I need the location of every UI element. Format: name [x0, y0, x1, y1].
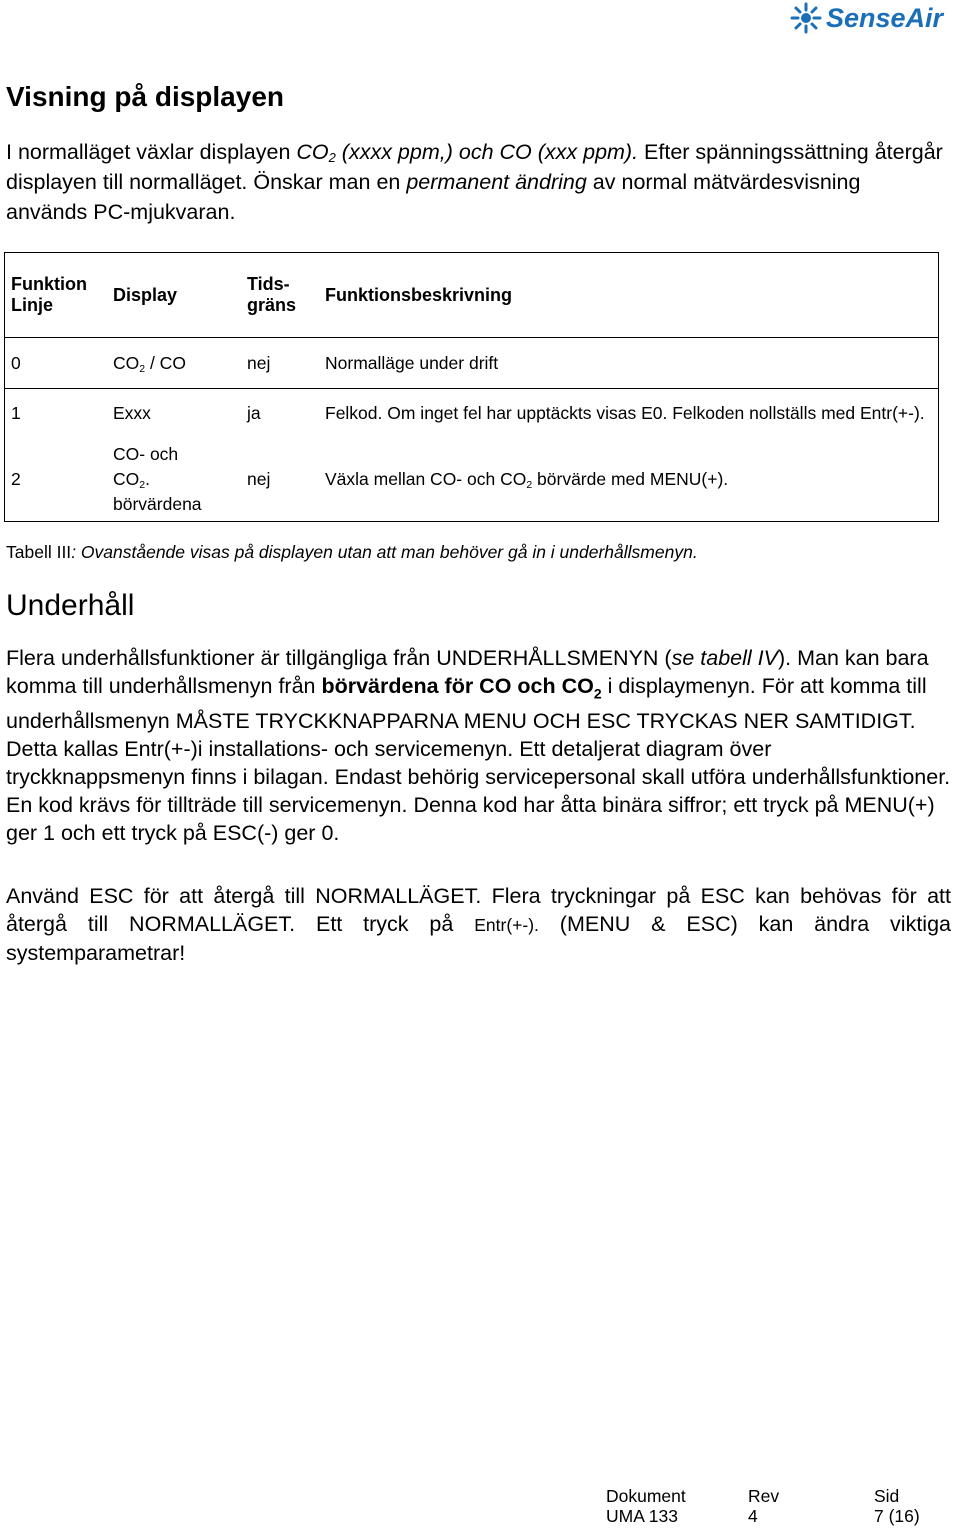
para1-c: ). Man kan bara komma till underhållsmenyn från — [6, 646, 929, 698]
intro-co2-sub: 2 — [328, 150, 336, 165]
header-grans: gräns — [247, 295, 297, 315]
logo-text: SenseAir — [826, 3, 944, 33]
header-funktionsbeskrivning: Funktionsbeskrivning — [325, 284, 513, 305]
cell-display-sub: 2 — [139, 478, 146, 491]
cell-linje: 0 — [5, 338, 108, 389]
footer-dokument-value: UMA 133 — [606, 1506, 678, 1526]
cell-tidsgrans: nej — [247, 468, 271, 489]
cell-beskrivning-a: Växla mellan CO- och CO — [325, 468, 527, 489]
footer-sid-label: Sid — [874, 1486, 900, 1506]
para2-entr: Entr(+-). — [474, 915, 539, 935]
table-caption — [6, 540, 698, 564]
cell-beskrivning — [319, 437, 939, 522]
cell-display — [107, 338, 241, 389]
caption-text: : Ovanstående visas på displayen utan att man behöver gå in i underhållsmenyn. — [71, 542, 698, 562]
para1-e: i displaymenyn. För att komma till underhållsmenyn MÅSTE TRYCKKNAPPARNA MENU OCH ESC TRYCKAS NER SAMTIDIGT. Detta kallas Entr(+-)i installations- och servicemenyn. Ett detaljerat diagram över tryckknappsmenyn finns i bilagan. Endast behörig servicepersonal skall utföra underhållsfunktioner. En kod krävs för tillträde till servicemenyn. Denna kod har åtta binära siffror; ett tryck på MENU(+) ger 1 och ett tryck på ESC(-) ger 0. — [6, 674, 951, 846]
cell-display-co2: CO — [113, 352, 140, 373]
footer-rev — [748, 1486, 779, 1526]
cell-beskrivning-sub: 2 — [526, 478, 533, 491]
footer-sid — [874, 1486, 920, 1526]
header-funktion-linje — [5, 253, 108, 338]
caption-label: Tabell III — [6, 542, 72, 562]
header-display: Display — [113, 284, 178, 305]
cell-display-sub: 2 — [139, 362, 146, 375]
intro-italic — [296, 140, 638, 164]
para2-a: Använd ESC för att återgå till NORMALLÄGET. Flera tryckningar på ESC kan behövas för att återgå till NORMALLÄGET. Ett tryck på — [6, 884, 951, 936]
cell-tidsgrans: nej — [241, 338, 319, 389]
cell-beskrivning: Felkod. Om inget fel har upptäckts visas E0. Felkoden nollställs med Entr(+-). — [325, 403, 925, 423]
cell-beskrivning-b: börvärde med MENU(+). — [532, 468, 729, 489]
cell-display-dot: . — [145, 468, 150, 489]
para1-table-ref: se tabell IV — [671, 646, 778, 670]
para1-bold-text: börvärdena för CO och CO — [321, 674, 594, 698]
header-funktion: Funktion — [11, 274, 87, 294]
footer-rev-value: 4 — [748, 1506, 758, 1526]
header-tids: Tids- — [247, 274, 290, 294]
cell-display: Exxx — [113, 402, 151, 423]
cell-beskrivning: Normalläge under drift — [319, 338, 939, 389]
cell-linje: 1 — [11, 402, 21, 423]
footer-dokument-label: Dokument — [606, 1486, 686, 1506]
senseair-logo — [790, 0, 958, 36]
intro-text: I normalläget växlar displayen — [6, 140, 297, 164]
intro-text-3: av normal mätvärdesvisning används PC-mjukvaran. — [6, 170, 861, 224]
senseair-logo-graphic — [790, 0, 958, 36]
section-title: Underhåll — [6, 589, 135, 622]
intro-ppm: (xxxx ppm,) och CO (xxx ppm). — [335, 140, 639, 164]
page-title: Visning på displayen — [6, 81, 285, 112]
sun-icon — [792, 4, 820, 32]
intro-paragraph — [6, 137, 946, 227]
table-row — [5, 437, 939, 522]
para1-bold — [321, 674, 602, 702]
para1-bold-sub: 2 — [593, 685, 602, 702]
intro-co2: CO — [296, 140, 329, 164]
footer-rev-label: Rev — [748, 1486, 780, 1506]
table-row — [5, 389, 939, 438]
intro-text-2: Efter spänningssättning återgår displayen till normalläget. Önskar man en — [6, 140, 943, 194]
cell-tidsgrans: ja — [247, 402, 261, 423]
header-tidsgrans — [241, 253, 319, 338]
table-row — [5, 338, 939, 389]
cell-linje: 2 — [11, 468, 21, 489]
cell-display-co: / CO — [145, 352, 186, 373]
intro-permanent: permanent ändring — [406, 170, 587, 194]
escape-paragraph — [6, 882, 951, 967]
table-header-row — [5, 253, 939, 338]
cell-display — [107, 437, 241, 522]
footer-dokument — [606, 1486, 686, 1526]
para2-c: (MENU & ESC) kan ändra viktiga systemparametrar! — [6, 912, 952, 965]
cell-display-line3: börvärdena — [113, 493, 202, 514]
footer-sid-value: 7 (16) — [874, 1506, 920, 1526]
header-linje: Linje — [11, 295, 54, 315]
function-table — [4, 252, 939, 522]
para1-a: Flera underhållsfunktioner är tillgängliga från UNDERHÅLLSMENYN ( — [6, 646, 672, 670]
cell-display-line1: CO- och — [113, 443, 179, 464]
cell-display-co2: CO — [113, 468, 140, 489]
maintenance-paragraph — [6, 644, 951, 847]
